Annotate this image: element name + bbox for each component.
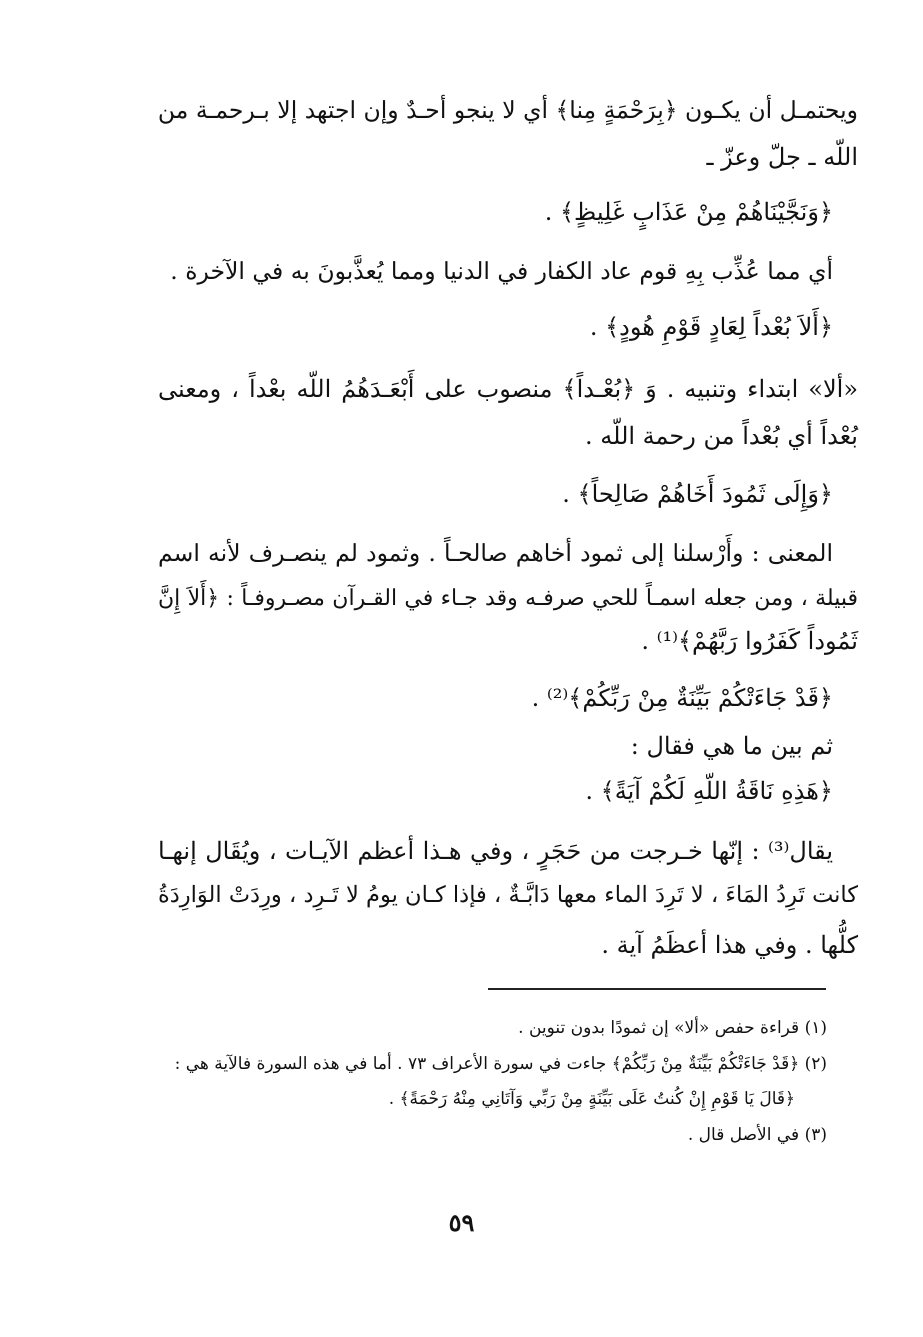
body-line-4: «ألا» ابتداء وتنبيه . وَ ﴿بُعْـداً﴾ منصوب على أَبْعَـدَهُمُ اللّه بعْداً ، ومعنى bbox=[158, 375, 858, 403]
body-line-8: ثَمُوداً كَفَرُوا رَبَّهُمْ﴾⁽¹⁾ . bbox=[641, 627, 858, 655]
footnote-3: (٣) في الأصل قال . bbox=[687, 1125, 827, 1145]
body-line-10: يقال⁽³⁾ : إنّها خـرجت من حَجَرٍ ، وفي هـذا أعظم الآيـات ، ويُقَال إنهـا bbox=[158, 837, 833, 865]
footnote-1: (١) قراءة حفص «ألا» إن ثمودًا بدون تنوين . bbox=[518, 1018, 827, 1038]
body-line-7: قبيلة ، ومن جعله اسمـاً للحي صرفـه وقد جـاء في القـرآن مصـروفـاً : ﴿أَلاَ إِنَّ bbox=[158, 586, 858, 611]
body-line-9: ثم بين ما هي فقال : bbox=[630, 732, 833, 760]
body-line-3: أي مما عُذِّب بِهِ قوم عاد الكفار في الدنيا ومما يُعذَّبونَ به في الآخرة . bbox=[170, 257, 833, 285]
verse-line-4: ﴿قَدْ جَاءَتْكُمْ بَيِّنَةٌ مِنْ رَبِّكُمْ﴾⁽²⁾ . bbox=[531, 684, 833, 712]
body-line-6: المعنى : وأَرْسلنا إلى ثمود أخاهم صالحـاً . وثمود لم ينصـرف لأنه اسم bbox=[158, 539, 833, 567]
body-line-5: بُعْداً أي بُعْداً من رحمة اللّه . bbox=[585, 422, 858, 450]
page-number: ٥٩ bbox=[448, 1208, 475, 1237]
verse-line-5: ﴿هَذِهِ نَاقَةُ اللّهِ لَكُمْ آيَةً﴾ . bbox=[585, 777, 833, 805]
footnote-2: (٢) ﴿قَدْ جَاءَتْكُمْ بَيِّنَةٌ مِنْ رَبِّكُمْ﴾ جاءت في سورة الأعراف ٧٣ . أما في هذه السورة فالآية هي : bbox=[174, 1054, 827, 1074]
body-line-11: كانت تَرِدُ المَاءَ ، لا تَرِدَ الماء معها دَابَّـةٌ ، فإذا كـان يومُ لا تَـرِد ، ورِدَتْ الوَارِدَةُ bbox=[158, 882, 858, 908]
footnote-2-continuation: ﴿قَالَ يَا قَوْمِ إِنْ كُنتُ عَلَى بَيِّنَةٍ مِنْ رَبِّي وَآتَانِي مِنْهُ رَحْمَةً﴾ . bbox=[388, 1089, 795, 1109]
verse-line-1: ﴿وَنَجَّيْنَاهُمْ مِنْ عَذَابٍ غَلِيظٍ﴾ . bbox=[544, 198, 833, 226]
body-line-2: اللّه ـ جلّ وعزّ ـ bbox=[706, 143, 858, 171]
verse-line-2: ﴿أَلاَ بُعْداً لِعَادٍ قَوْمِ هُودٍ﴾ . bbox=[589, 313, 833, 341]
body-line-12: كلُّها . وفي هذا أعظَمُ آية . bbox=[601, 931, 858, 959]
footnote-separator bbox=[488, 988, 826, 990]
body-line-1: ويحتمـل أن يكـون ﴿بِرَحْمَةٍ مِنا﴾ أي لا ينجو أحـدٌ وإن اجتهد إلا بـرحمـة من bbox=[157, 96, 858, 124]
verse-line-3: ﴿وَإِلَى ثَمُودَ أَخَاهُمْ صَالِحاً﴾ . bbox=[562, 480, 833, 508]
